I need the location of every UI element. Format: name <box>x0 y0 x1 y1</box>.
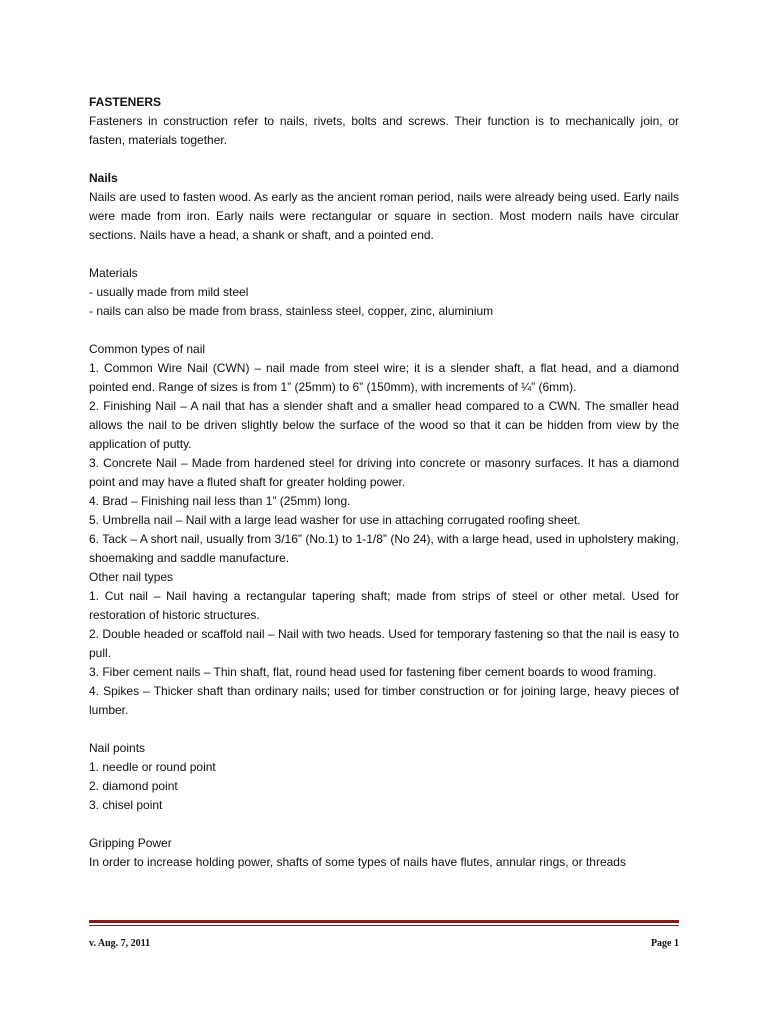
document-body <box>89 93 679 872</box>
common-type-item: 4. Brad – Finishing nail less than 1” (25mm) long. <box>89 494 351 508</box>
nail-point-item: 1. needle or round point <box>89 760 216 774</box>
nails-paragraph: Nails are used to fasten wood. As early as the ancient roman period, nails were already being used. Early nails were made from iron. Early nails were rectangular or square in section. Most modern nails have circular sections. Nails have a head, a shank or shaft, and a pointed end. <box>89 190 679 242</box>
common-type-item: 6. Tack – A short nail, usually from 3/16” (No.1) to 1-1/8” (No 24), with a large head, used in upholstery making, shoemaking and saddle manufacture. <box>89 532 679 565</box>
other-type-item: 2. Double headed or scaffold nail – Nail with two heads. Used for temporary fastening so that the nail is easy to pull. <box>89 627 679 660</box>
other-type-item: 1. Cut nail – Nail having a rectangular tapering shaft; made from strips of steel or other metal. Used for restoration of historic structures. <box>89 589 679 622</box>
common-type-item: 2. Finishing Nail – A nail that has a slender shaft and a smaller head compared to a CWN. The smaller head allows the nail to be driven slightly below the surface of the wood so that it can be hidden from view by the application of putty. <box>89 399 679 451</box>
page-footer <box>89 920 679 953</box>
materials-item: - nails can also be made from brass, stainless steel, copper, zinc, aluminium <box>89 304 494 318</box>
common-type-item: 3. Concrete Nail – Made from hardened steel for driving into concrete or masonry surfaces. It has a diamond point and may have a fluted shaft for greater holding power. <box>89 456 679 489</box>
nail-points-heading: Nail points <box>89 741 146 755</box>
other-types-heading: Other nail types <box>89 570 174 584</box>
other-type-item: 3. Fiber cement nails – Thin shaft, flat, round head used for fastening fiber cement boards to wood framing. <box>89 665 657 679</box>
gripping-paragraph: In order to increase holding power, shafts of some types of nails have flutes, annular rings, or threads <box>89 855 626 869</box>
footer-rule-thick <box>89 920 679 923</box>
document-title: FASTENERS <box>89 95 162 109</box>
nail-point-item: 2. diamond point <box>89 779 178 793</box>
materials-heading: Materials <box>89 266 138 280</box>
footer-version: v. Aug. 7, 2011 <box>89 938 151 949</box>
footer-page-number: Page 1 <box>650 938 679 949</box>
common-types-heading: Common types of nail <box>89 342 206 356</box>
materials-item: - usually made from mild steel <box>89 285 249 299</box>
footer-rule-thin <box>89 925 679 926</box>
other-type-item: 4. Spikes – Thicker shaft than ordinary nails; used for timber construction or for joining large, heavy pieces of lumber. <box>89 684 679 717</box>
gripping-heading: Gripping Power <box>89 836 172 850</box>
common-type-item: 5. Umbrella nail – Nail with a large lead washer for use in attaching corrugated roofing sheet. <box>89 513 581 527</box>
nail-point-item: 3. chisel point <box>89 798 163 812</box>
intro-paragraph: Fasteners in construction refer to nails, rivets, bolts and screws. Their function is to mechanically join, or fasten, materials together. <box>89 114 679 147</box>
common-type-item: 1. Common Wire Nail (CWN) – nail made from steel wire; it is a slender shaft, a flat head, and a diamond pointed end. Range of sizes is from 1” (25mm) to 6” (150mm), with increments of ¼” (6mm). <box>89 361 679 394</box>
nails-heading: Nails <box>89 171 118 185</box>
